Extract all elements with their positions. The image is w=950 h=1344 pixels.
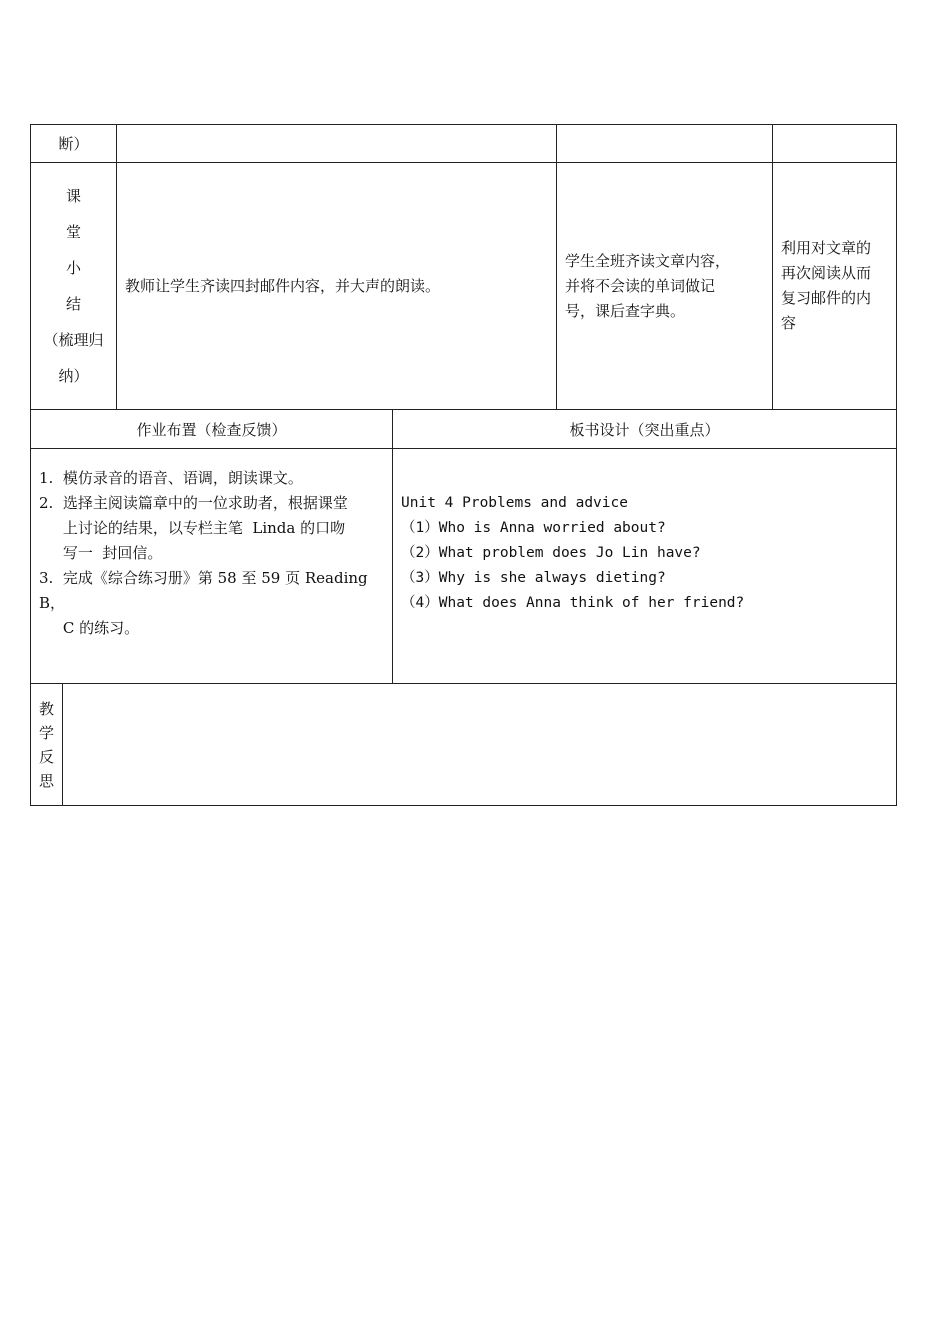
homework-content bbox=[31, 449, 393, 684]
homework-line: 1. 模仿录音的语音、语调，朗读课文。 bbox=[39, 469, 303, 487]
reflection-content bbox=[63, 684, 897, 806]
design-intent-line: 复习邮件的内 bbox=[781, 289, 872, 307]
design-intent-cell bbox=[773, 163, 897, 410]
label-char: 反 bbox=[38, 747, 54, 766]
label-char: 教 bbox=[38, 699, 54, 718]
homework-header bbox=[31, 410, 393, 449]
label-char: 学 bbox=[38, 723, 54, 742]
student-activity-line: 并将不会读的单词做记 bbox=[565, 276, 716, 295]
homework-line: C 的练习。 bbox=[39, 619, 140, 637]
board-header bbox=[393, 410, 897, 449]
student-activity-cell bbox=[557, 163, 773, 410]
student-activity-line: 学生全班齐读文章内容， bbox=[565, 251, 731, 270]
empty-cell bbox=[557, 125, 773, 163]
reflection-table bbox=[30, 683, 897, 806]
teacher-activity-text: 教师让学生齐读四封邮件内容，并大声的朗读。 bbox=[125, 276, 441, 295]
homework-line: B， bbox=[39, 594, 66, 612]
homework-line: 3. 完成《综合练习册》第 58 至 59 页 Reading bbox=[39, 569, 368, 587]
board-question-line: （3）Why is she always dieting? bbox=[401, 570, 666, 586]
board-content bbox=[393, 449, 897, 684]
label-char: 小 bbox=[65, 259, 81, 277]
empty-cell bbox=[773, 125, 897, 163]
student-activity-line: 号，课后查字典。 bbox=[565, 301, 686, 320]
design-intent-line: 再次阅读从而 bbox=[781, 264, 872, 282]
homework-board-table bbox=[30, 409, 897, 684]
board-question-line: （4）What does Anna think of her friend? bbox=[401, 595, 745, 611]
label-char: 纳） bbox=[58, 367, 89, 385]
label-char: 课 bbox=[65, 187, 81, 205]
homework-line: 上讨论的结果，以专栏主笔 Linda 的口吻 bbox=[39, 519, 346, 537]
board-title-line: Unit 4 Problems and advice bbox=[401, 495, 628, 511]
empty-cell bbox=[117, 125, 557, 163]
homework-line: 2. 选择主阅读篇章中的一位求助者，根据课堂 bbox=[39, 494, 348, 512]
reflection-label bbox=[31, 684, 63, 806]
homework-line: 写一 封回信。 bbox=[39, 544, 163, 562]
board-header-text: 板书设计（突出重点） bbox=[569, 420, 720, 439]
design-intent-line: 利用对文章的 bbox=[781, 239, 872, 257]
board-question-line: （1）Who is Anna worried about? bbox=[401, 520, 666, 536]
design-intent-line: 容 bbox=[781, 314, 797, 332]
label-char: 思 bbox=[38, 771, 54, 790]
summary-stage-label bbox=[31, 163, 117, 410]
label-char: 结 bbox=[65, 295, 81, 313]
lesson-table-top bbox=[30, 124, 897, 410]
teacher-activity-cell bbox=[117, 163, 557, 410]
stage-label-cell bbox=[31, 125, 117, 163]
label-char: 堂 bbox=[65, 223, 81, 241]
board-question-line: （2）What problem does Jo Lin have? bbox=[401, 545, 701, 561]
homework-header-text: 作业布置（检查反馈） bbox=[136, 420, 287, 439]
stage-label-continued: 断） bbox=[58, 135, 89, 153]
label-char: （梳理归 bbox=[43, 331, 104, 349]
